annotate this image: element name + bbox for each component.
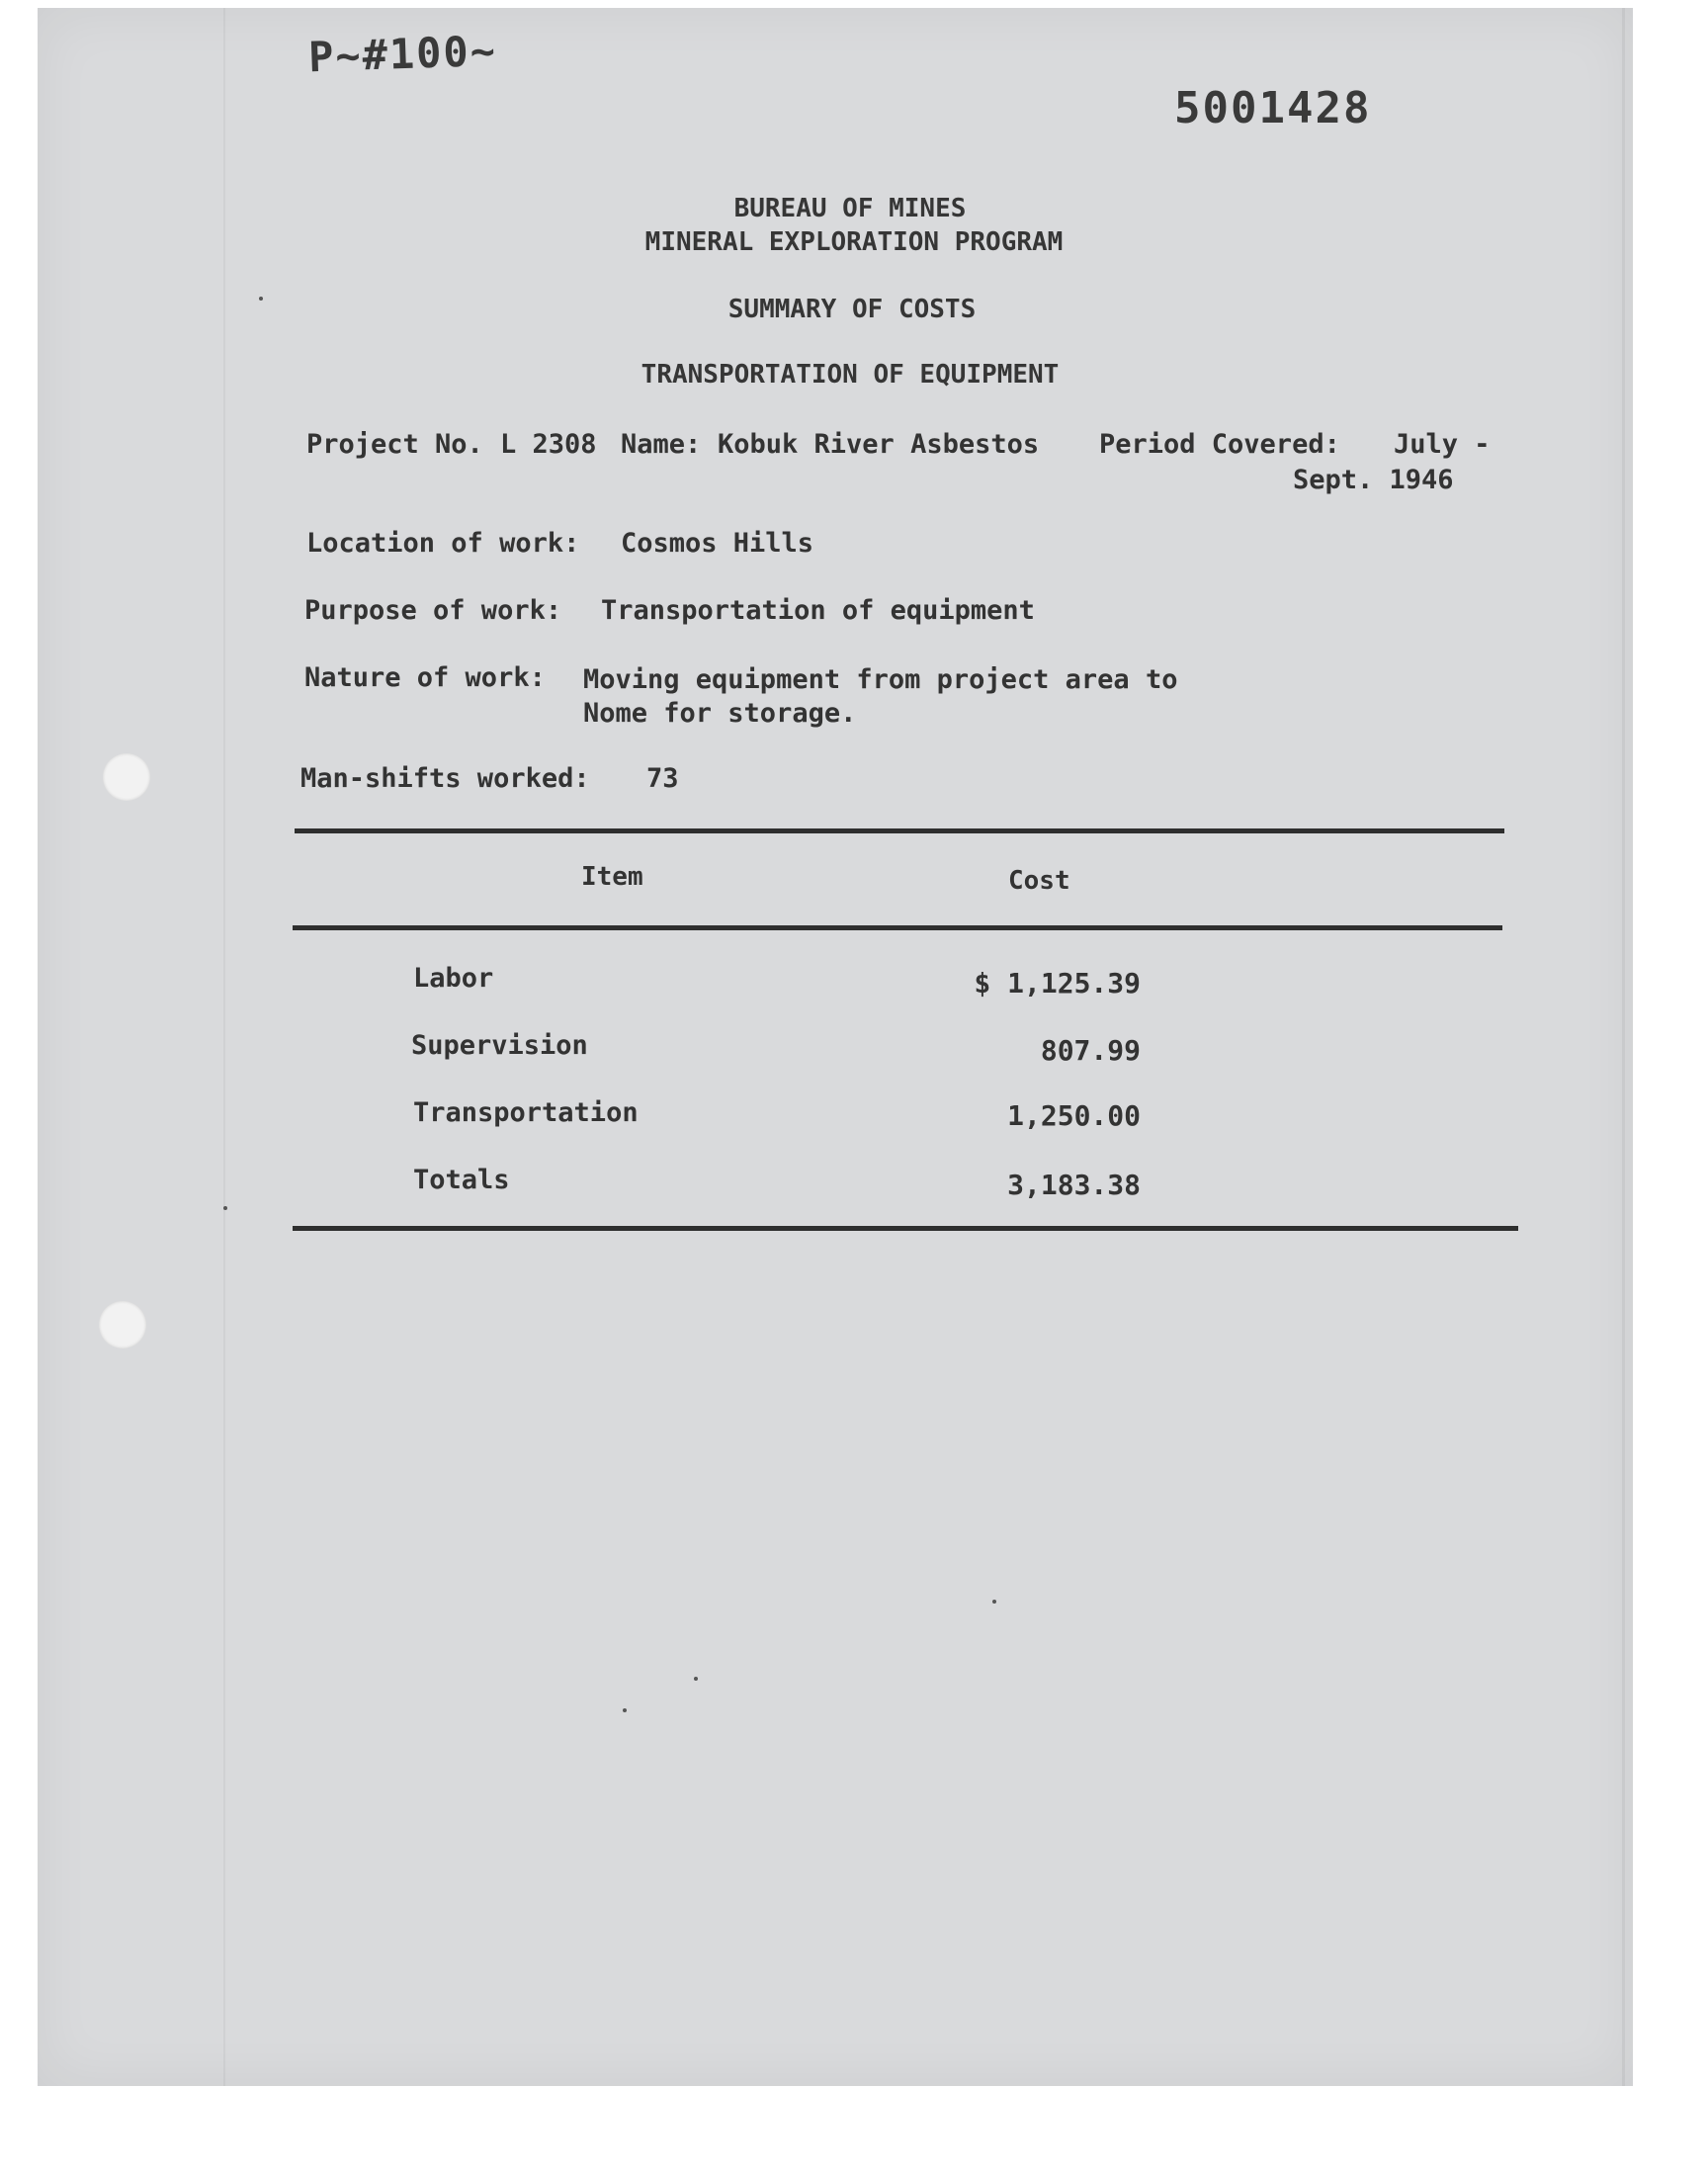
table-bottom-rule: [293, 1226, 1518, 1231]
table-header-cost: Cost: [1008, 866, 1070, 896]
table-row-cost-supervision: 807.99: [1040, 1034, 1141, 1067]
header-transportation: TRANSPORTATION OF EQUIPMENT: [640, 360, 1060, 390]
project-name-value: Kobuk River Asbestos: [718, 429, 1040, 460]
binder-hole-top: [103, 753, 150, 801]
paper-speck: [694, 1677, 698, 1681]
nature-value-line2: Nome for storage.: [583, 698, 857, 729]
location-label: Location of work:: [306, 528, 580, 559]
paper-speck: [223, 1206, 227, 1210]
paper-speck: [623, 1708, 627, 1712]
paper-speck: [259, 297, 263, 301]
period-covered-label: Period Covered:: [1099, 429, 1340, 460]
table-row-cost-labor: $ 1,125.39: [974, 967, 1141, 1000]
header-summary: SUMMARY OF COSTS: [727, 295, 977, 324]
table-row-cost-totals: 3,183.38: [1007, 1169, 1141, 1201]
nature-value-line1: Moving equipment from project area to: [583, 664, 1178, 695]
stamp-top-left: P~#100~: [307, 26, 498, 82]
table-top-rule: [295, 828, 1504, 833]
purpose-label: Purpose of work:: [304, 595, 562, 626]
manshifts-value: 73: [646, 763, 679, 794]
table-row-item-totals: Totals: [413, 1165, 510, 1195]
location-value: Cosmos Hills: [621, 528, 814, 559]
binder-hole-bottom: [99, 1301, 146, 1348]
purpose-value: Transportation of equipment: [601, 595, 1035, 626]
manshifts-label: Man-shifts worked:: [300, 763, 590, 794]
table-row-cost-transportation: 1,250.00: [1007, 1099, 1141, 1132]
period-covered-value-line2: Sept. 1946: [1293, 465, 1454, 495]
project-name-label: Name:: [621, 429, 702, 460]
table-header-rule: [293, 925, 1502, 930]
nature-label: Nature of work:: [304, 662, 546, 693]
project-number-label: Project No.: [306, 429, 483, 460]
header-program: MINERAL EXPLORATION PROGRAM: [644, 227, 1064, 257]
period-covered-value-line1: July -: [1394, 429, 1491, 460]
table-row-item-transportation: Transportation: [413, 1097, 639, 1128]
stamp-top-right: 5001428: [1174, 83, 1372, 133]
table-row-item-supervision: Supervision: [411, 1030, 588, 1061]
header-bureau: BUREAU OF MINES: [733, 194, 967, 223]
table-header-item: Item: [581, 862, 643, 892]
table-row-item-labor: Labor: [413, 963, 494, 994]
paper-speck: [992, 1600, 996, 1604]
project-number-value: L 2308: [500, 429, 597, 460]
